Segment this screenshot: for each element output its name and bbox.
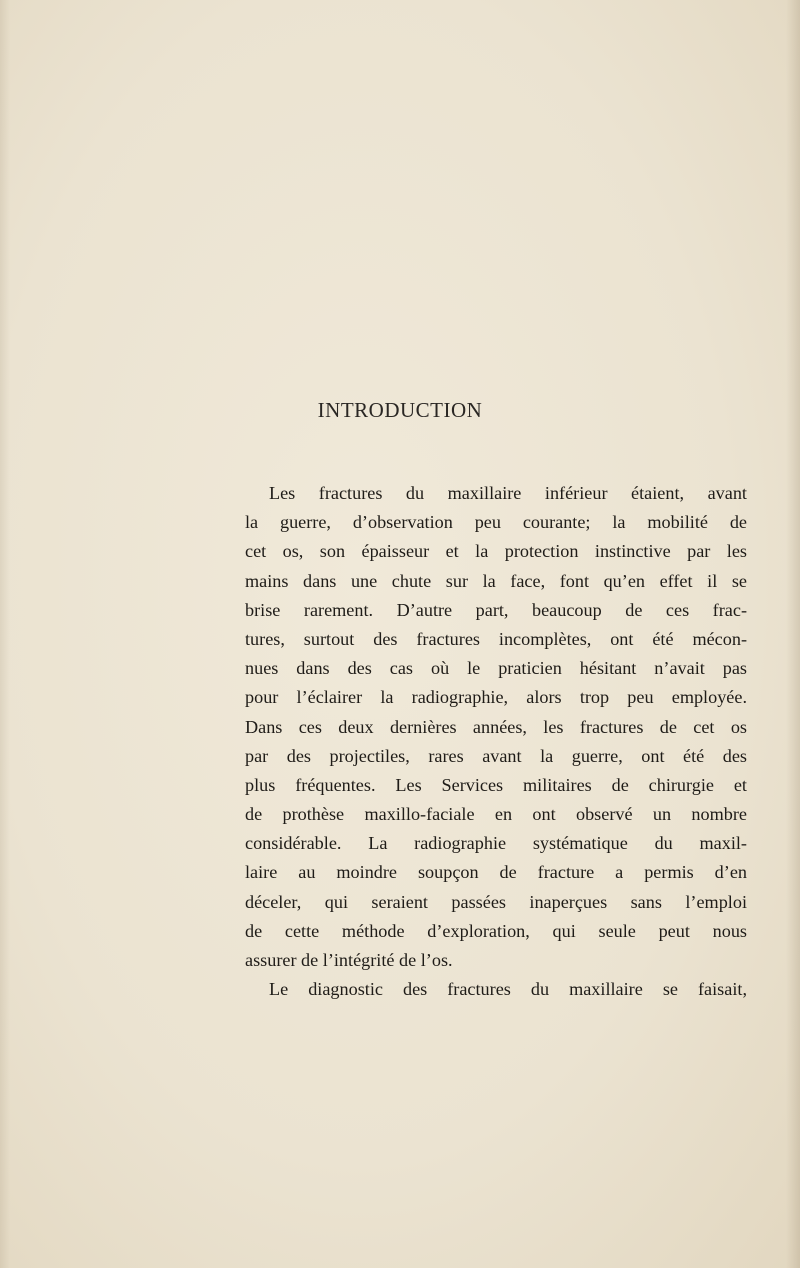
- text-line: nues dans des cas où le praticien hésitant n’avait pas: [245, 658, 747, 679]
- text-line: brise rarement. D’autre part, beaucoup de ces frac-: [245, 599, 747, 620]
- text-line: tures, surtout des fractures incomplètes, ont été mécon-: [245, 628, 747, 649]
- text-line: cet os, son épaisseur et la protection instinctive par les: [245, 541, 747, 562]
- page-shadow-right: [786, 0, 800, 1268]
- text-line: mains dans une chute sur la face, font qu’en effet il se: [245, 570, 747, 591]
- text-line: la guerre, d’observation peu courante; la mobilité de: [245, 512, 747, 533]
- text-line: considérable. La radiographie systématique du maxil-: [245, 833, 747, 854]
- text-line: de cette méthode d’exploration, qui seule peut nous: [245, 920, 747, 941]
- text-line: laire au moindre soupçon de fracture a permis d’en: [245, 862, 747, 883]
- text-line: assurer de l’intégrité de l’os.: [245, 950, 453, 970]
- page-shadow-left: [0, 0, 10, 1268]
- text-line: Le diagnostic des fractures du maxillaire se faisait,: [269, 979, 747, 1000]
- body-paragraph: [245, 479, 747, 1004]
- text-line: Dans ces deux dernières années, les fractures de cet os: [245, 716, 747, 737]
- text-line: pour l’éclairer la radiographie, alors trop peu employée.: [245, 687, 747, 708]
- text-line: plus fréquentes. Les Services militaires de chirurgie et: [245, 774, 747, 795]
- text-line: déceler, qui seraient passées inaperçues sans l’emploi: [245, 891, 747, 912]
- text-line: Les fractures du maxillaire inférieur étaient, avant: [269, 483, 747, 503]
- text-line: de prothèse maxillo-faciale en ont observé un nombre: [245, 804, 747, 825]
- text-line: par des projectiles, rares avant la guerre, ont été des: [245, 745, 747, 766]
- page-title: INTRODUCTION: [317, 398, 483, 422]
